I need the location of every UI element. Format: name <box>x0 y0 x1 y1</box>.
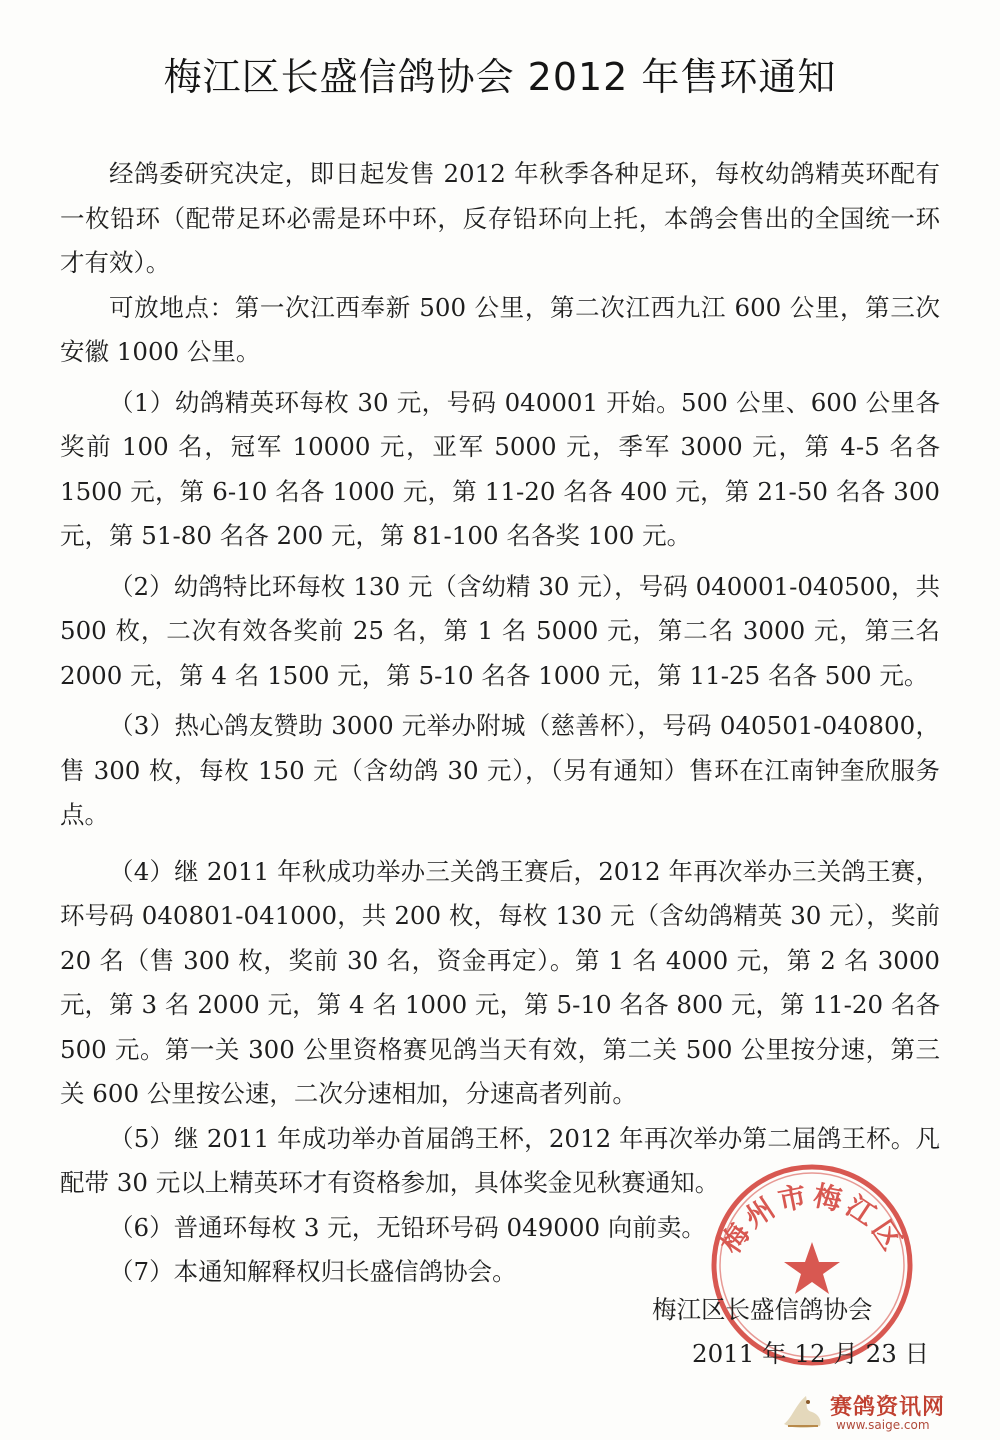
stamp-text: 梅州市梅江区 <box>713 1178 911 1260</box>
paragraph-item-1: （1）幼鸽精英环每枚 30 元，号码 040001 开始。500 公里、600 公里各奖前 100 名，冠军 10000 元，亚军 5000 元，季军 3000 元，第 4-5 名各 1500 元，第 6-10 名各 1000 元，第 11-20 名各 400 元，第 21-50 名各 300 元，第 51-80 名各 200 元，第 81-100 名各奖 100 元。 <box>60 387 940 550</box>
watermark-name: 赛鸽资讯网 <box>830 1395 946 1420</box>
pigeon-logo-icon <box>778 1388 826 1434</box>
signature-date: 2011 年 12 月 23 日 <box>692 1339 930 1368</box>
paragraph-locations: 可放地点：第一次江西奉新 500 公里，第二次江西九江 600 公里，第三次安徽 1000 公里。 <box>60 292 940 366</box>
signature-block <box>652 1288 929 1376</box>
signature-org: 梅江区长盛信鸽协会 <box>652 1295 873 1324</box>
paragraph-item-3: （3）热心鸽友赞助 3000 元举办附城（慈善杯），号码 040501-040800，售 300 枚，每枚 150 元（含幼鸽 30 元），（另有通知）售环在江南钟奎欣服务点。 <box>60 711 940 829</box>
watermark-url: www.saige.com <box>836 1418 930 1432</box>
paragraph-intro: 经鸽委研究决定，即日起发售 2012 年秋季各种足环，每枚幼鸽精英环配有一枚铅环（配带足环必需是环中环，反存铅环向上托，本鸽会售出的全国统一环才有效）。 <box>60 159 940 277</box>
paragraph-item-7: （7）本通知解释权归长盛信鸽协会。 <box>109 1257 517 1286</box>
paragraph-item-2: （2）幼鸽特比环每枚 130 元（含幼精 30 元），号码 040001-040500，共 500 枚，二次有效各奖前 25 名，第 1 名 5000 元，第二名 3000 元，第三名 2000 元，第 4 名 1500 元，第 5-10 名各 1000 元，第 11-25 名各 500 元。 <box>60 571 940 690</box>
site-watermark <box>770 1388 996 1436</box>
document-title: 梅江区长盛信鸽协会 2012 年售环通知 <box>163 55 837 99</box>
paragraph-item-5: （5）继 2011 年成功举办首届鸽王杯，2012 年再次举办第二届鸽王杯。凡配带 30 元以上精英环才有资格参加，具体奖金见秋赛通知。 <box>60 1123 940 1197</box>
stamp-star-icon <box>784 1242 840 1294</box>
notice-body <box>60 152 940 1295</box>
paragraph-item-4: （4）继 2011 年秋成功举办三关鸽王赛后，2012 年再次举办三关鸽王赛，环号码 040801-041000，共 200 枚，每枚 130 元（含幼鸽精英 30 元），奖前 20 名（售 300 枚，奖前 30 名，资金再定）。第 1 名 4000 元，第 2 名 3000 元，第 3 名 2000 元，第 4 名 1000 元，第 5-10 名各 800 元，第 11-20 名各 500 元。第一关 300 公里资格赛见鸽当天有效，第二关 500 公里按分速，第三关 600 公里按公速，二次分速相加，分速高者列前。 <box>60 856 940 1108</box>
paragraph-item-6: （6）普通环每枚 3 元，无铅环号码 049000 向前卖。 <box>109 1212 706 1242</box>
